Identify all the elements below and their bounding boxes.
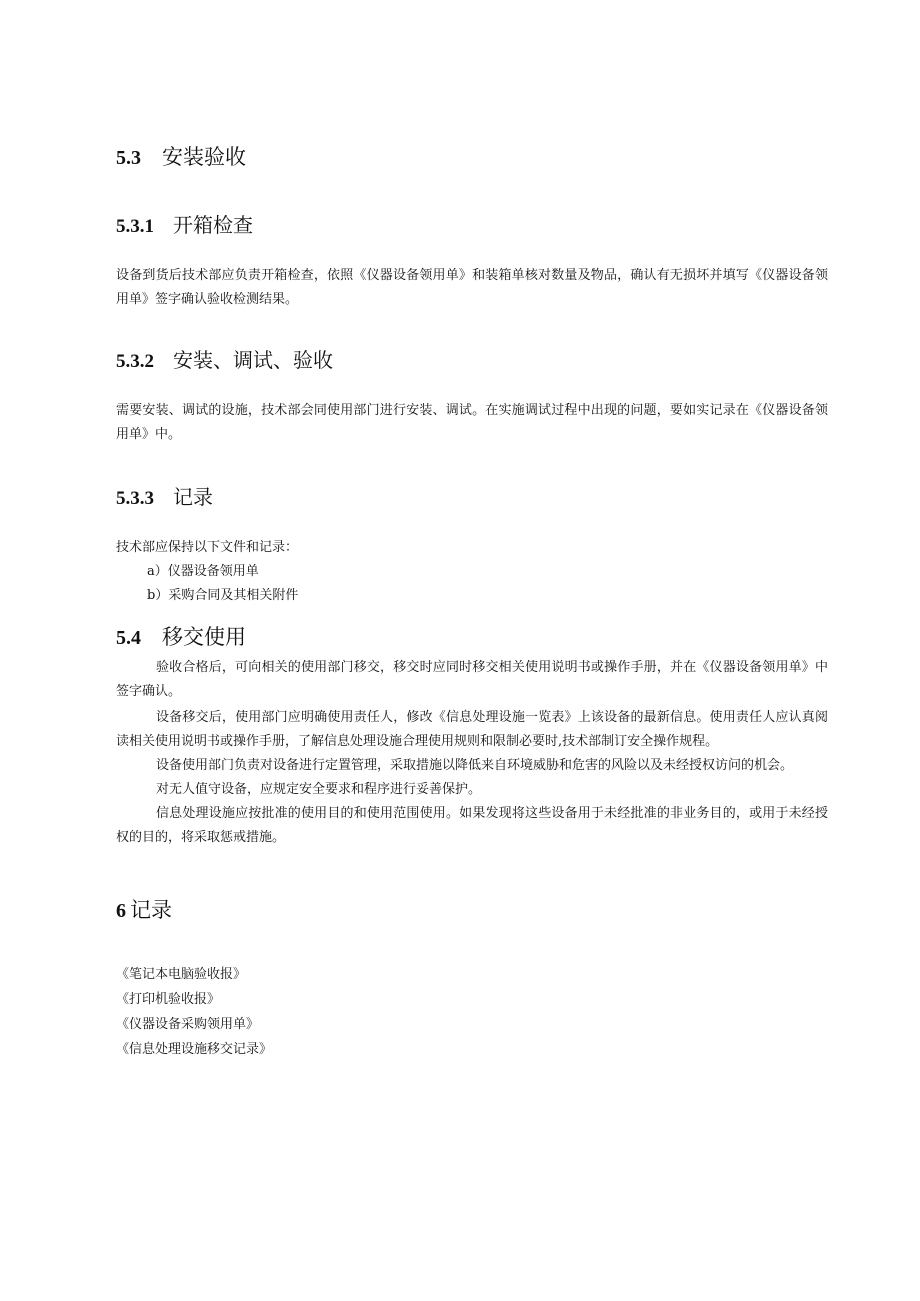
heading-number: 5.3.2 [116,351,154,372]
heading-5-3-1 [116,209,253,238]
records-intro: 技术部应保持以下文件和记录： [116,540,299,555]
heading-title: 安装验收 [162,145,246,169]
heading-title: 移交使用 [162,625,246,649]
heading-number: 6 [116,900,126,922]
heading-number: 5.3 [116,147,141,169]
heading-5-3-2 [116,344,333,373]
record-item: 《仪器设备采购领用单》 [116,1017,260,1032]
heading-6 [116,894,172,924]
heading-number: 5.3.1 [116,216,154,237]
record-item: 《笔记本电脑验收报》 [116,967,247,982]
paragraph-5-4-4: 对无人值守设备，应规定安全要求和程序进行妥善保护。 [156,782,482,797]
paragraph-5-3-1: 设备到货后技术部应负责开箱检查，依照《仪器设备领用单》和装箱单核对数量及物品，确认有无损坏并填写《仪器设备领用单》签字确认验收检测结果。 [116,268,828,307]
heading-title: 开箱检查 [173,213,253,237]
heading-title: 记录 [130,898,172,922]
paragraph-5-4-5: 信息处理设施应按批准的使用目的和使用范围使用。如果发现将这些设备用于未经批准的非业务目的，或用于未经授权的目的，将采取惩戒措施。 [116,806,828,845]
list-item: a）仪器设备领用单 [147,564,259,579]
heading-5-3 [116,141,246,171]
paragraph-5-4-1: 验收合格后，可向相关的使用部门移交，移交时应同时移交相关使用说明书或操作手册，并在《仪器设备领用单》中签字确认。 [116,660,828,699]
paragraph-5-4-3: 设备使用部门负责对设备进行定置管理，采取措施以降低来自环境威胁和危害的风险以及未经授权访问的机会。 [156,758,794,773]
paragraph-5-4-2: 设备移交后，使用部门应明确使用责任人，修改《信息处理设施一览表》上该设备的最新信息。使用责任人应认真阅读相关使用说明书或操作手册，了解信息处理设施合理使用规则和限制必要时,技术部制订安全操作规程。 [116,710,828,749]
heading-number: 5.3.3 [116,488,154,509]
paragraph-5-3-2: 需要安装、调试的设施，技术部会同使用部门进行安装、调试。在实施调试过程中出现的问题，要如实记录在《仪器设备领用单》中。 [116,403,828,442]
heading-title: 安装、调试、验收 [173,348,333,372]
heading-5-3-3 [116,481,213,510]
record-item: 《信息处理设施移交记录》 [116,1042,273,1057]
list-item: b）采购合同及其相关附件 [147,588,299,603]
heading-title: 记录 [173,485,213,509]
heading-5-4 [116,621,246,651]
record-item: 《打印机验收报》 [116,992,221,1007]
heading-number: 5.4 [116,627,141,649]
